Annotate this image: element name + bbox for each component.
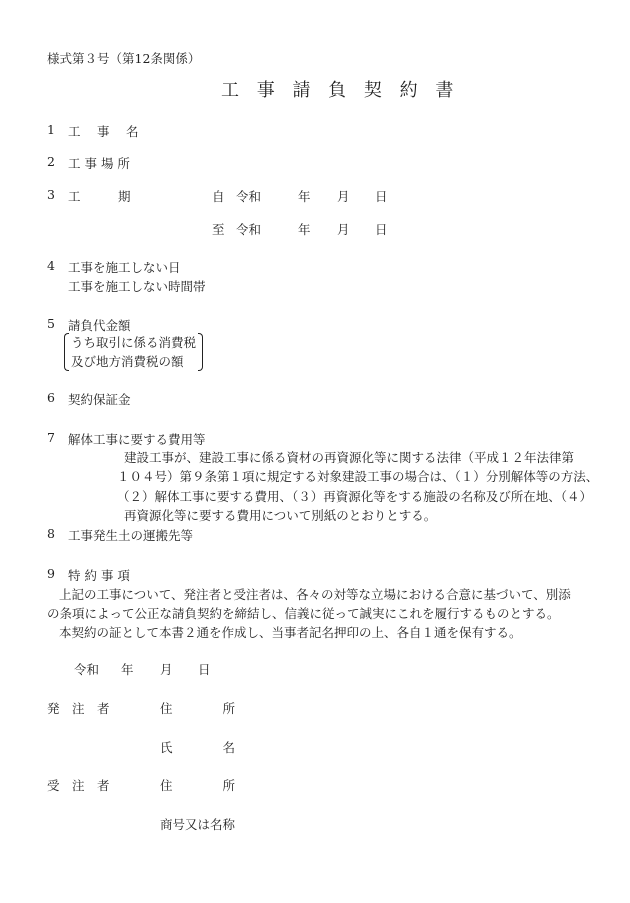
document-title: 工 事 請 負 契 約 書 [221,80,460,101]
date-year: 年 [121,662,134,677]
item-4-label-2: 工事を施工しない時間帯 [68,279,206,294]
item-9-number: 9 [47,566,55,581]
period-from-era: 令和 [236,189,262,204]
item-7-text-line-4: 再資源化等に要する費用について別紙のとおりとする。 [124,508,437,523]
item-7-number: 7 [47,430,55,445]
item-1-number: 1 [47,122,55,137]
orderer-label: 発 注 者 [47,701,110,716]
item-7-label: 解体工事に要する費用等 [68,432,206,447]
orderer-address-label: 住 所 [160,701,236,716]
item-7-text-line-1: 建設工事が、建設工事に係る資材の再資源化等に関する法律（平成１２年法律第 [124,450,575,465]
period-to-month: 月 [337,222,350,237]
item-5-number: 5 [47,316,55,331]
contractor-trade-name-label: 商号又は名称 [160,817,236,832]
form-label: 様式第３号（第12条関係） [47,51,201,66]
bracket-left [64,333,69,371]
item-6-number: 6 [47,390,55,405]
bracket-right [198,333,203,371]
period-from-marker: 自 [212,189,225,204]
body-text-line-1: 上記の工事について、発注者と受注者は、各々の対等な立場における合意に基づいて、別添 [59,587,571,602]
item-2-label: 工 事 場 所 [68,156,130,171]
item-8-label: 工事発生土の運搬先等 [68,528,194,543]
period-from-month: 月 [337,189,350,204]
item-9-label: 特 約 事 項 [68,568,130,583]
item-7-text-line-2: １０４号）第９条第１項に規定する対象建設工事の場合は、（１）分別解体等の方法、 [117,469,599,484]
period-to-marker: 至 [212,222,225,237]
date-day: 日 [198,662,211,677]
item-5-tax-line-2: 及び地方消費税の額 [71,354,184,369]
body-text-line-2: の条項によって公正な請負契約を締結し、信義に従って誠実にこれを履行するものとする。 [47,606,560,621]
item-4-label: 工事を施工しない日 [68,260,181,275]
item-6-label: 契約保証金 [68,392,131,407]
date-era: 令和 [74,662,100,677]
contractor-address-label: 住 所 [160,778,236,793]
period-to-year: 年 [298,222,311,237]
body-text-line-3: 本契約の証として本書２通を作成し、当事者記名押印の上、各自１通を保有する。 [59,625,522,640]
period-to-day: 日 [375,222,388,237]
orderer-name-label: 氏 名 [160,740,236,755]
item-3-label: 工 期 [68,189,131,204]
item-2-number: 2 [47,154,55,169]
item-5-label: 請負代金額 [68,318,131,333]
item-1-label: 工 事 名 [68,124,139,139]
item-8-number: 8 [47,526,55,541]
period-to-era: 令和 [236,222,262,237]
date-month: 月 [160,662,173,677]
period-from-day: 日 [375,189,388,204]
item-4-number: 4 [47,258,55,273]
period-from-year: 年 [298,189,311,204]
item-5-tax-line-1: うち取引に係る消費税 [71,335,197,350]
item-3-number: 3 [47,187,55,202]
item-7-text-line-3: （２）解体工事に要する費用、（３）再資源化等をする施設の名称及び所在地、（４） [117,489,593,504]
contractor-label: 受 注 者 [47,778,110,793]
